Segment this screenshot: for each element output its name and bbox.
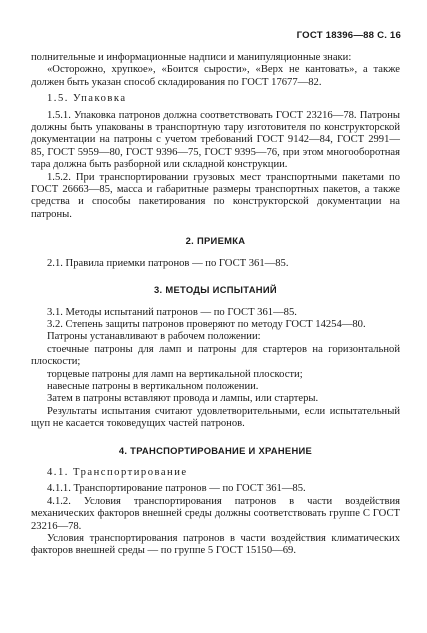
subsection-1-5-title: 1.5. Упаковка (47, 93, 127, 105)
paragraph-1-5-2: 1.5.2. При транспортировании грузовых мест транспортными пакетами по ГОСТ 26663—85, масса и габаритные размеры транспортных пакетов, а также средства и способы пакетирования по конструкторской документации на патроны. (31, 171, 400, 220)
paragraph-2-1: 2.1. Правила приемки патронов — по ГОСТ 361—85. (47, 257, 289, 269)
paragraph-3-5: торцевые патроны для ламп на вертикальной плоскости; (47, 368, 303, 380)
paragraph-4-1-2: 4.1.2. Условия транспортирования патронов в части воздействия механических факторов внешней среды должны соответствовать группе С ГОСТ 23216—78. (31, 495, 400, 532)
paragraph-3-2: 3.2. Степень защиты патронов проверяют по методу ГОСТ 14254—80. (47, 318, 366, 330)
paragraph-3-1: 3.1. Методы испытаний патронов — по ГОСТ 361—85. (47, 306, 297, 318)
paragraph-3-8: Результаты испытания считают удовлетворительными, если испытательный щуп не касается токоведущих частей патронов. (31, 405, 400, 430)
section-3-heading: 3. МЕТОДЫ ИСПЫТАНИЙ (154, 284, 277, 296)
subsection-4-1-title: 4.1. Транспортирование (47, 466, 188, 478)
document-body (31, 52, 400, 558)
paragraph-4-1-1: 4.1.1. Транспортирование патронов — по ГОСТ 361—85. (47, 483, 306, 495)
paragraph-signs-list: «Осторожно, хрупкое», «Боится сырости», «Верх не кантовать», а также должен быть указан способ складирования по ГОСТ 17677—82. (31, 64, 400, 88)
paragraph-3-4: стоечные патроны для ламп и патроны для стартеров на горизонтальной плоскости; (31, 343, 400, 368)
paragraph-3-7: Затем в патроны вставляют провода и лампы, или стартеры. (47, 393, 319, 405)
page-header: ГОСТ 18396—88 С. 16 (296, 30, 401, 41)
section-2-heading: 2. ПРИЕМКА (185, 235, 246, 247)
section-4-heading: 4. ТРАНСПОРТИРОВАНИЕ И ХРАНЕНИЕ (118, 444, 313, 456)
paragraph-signs-intro: полнительные и информационные надписи и манипуляционные знаки: (31, 52, 352, 63)
paragraph-3-3: Патроны устанавливают в рабочем положении: (47, 331, 261, 343)
paragraph-1-5-1: 1.5.1. Упаковка патронов должна соответствовать ГОСТ 23216—78. Патроны должны быть упакованы в транспортную тару изготовителя по конструкторской документации на патроны с учетом требований ГОСТ 9142—84, ГОСТ 2991—85, ГОСТ 5959—80, ГОСТ 9396—75, ГОСТ 9395—76, при этом многооборотная тара должна быть разборной или складной конструкции. (31, 109, 400, 171)
paragraph-3-6: навесные патроны в вертикальном положении. (47, 380, 259, 392)
paragraph-4-1-3: Условия транспортирования патронов в части воздействия климатических факторов внешней среды — по группе 5 ГОСТ 15150—69. (31, 533, 400, 557)
